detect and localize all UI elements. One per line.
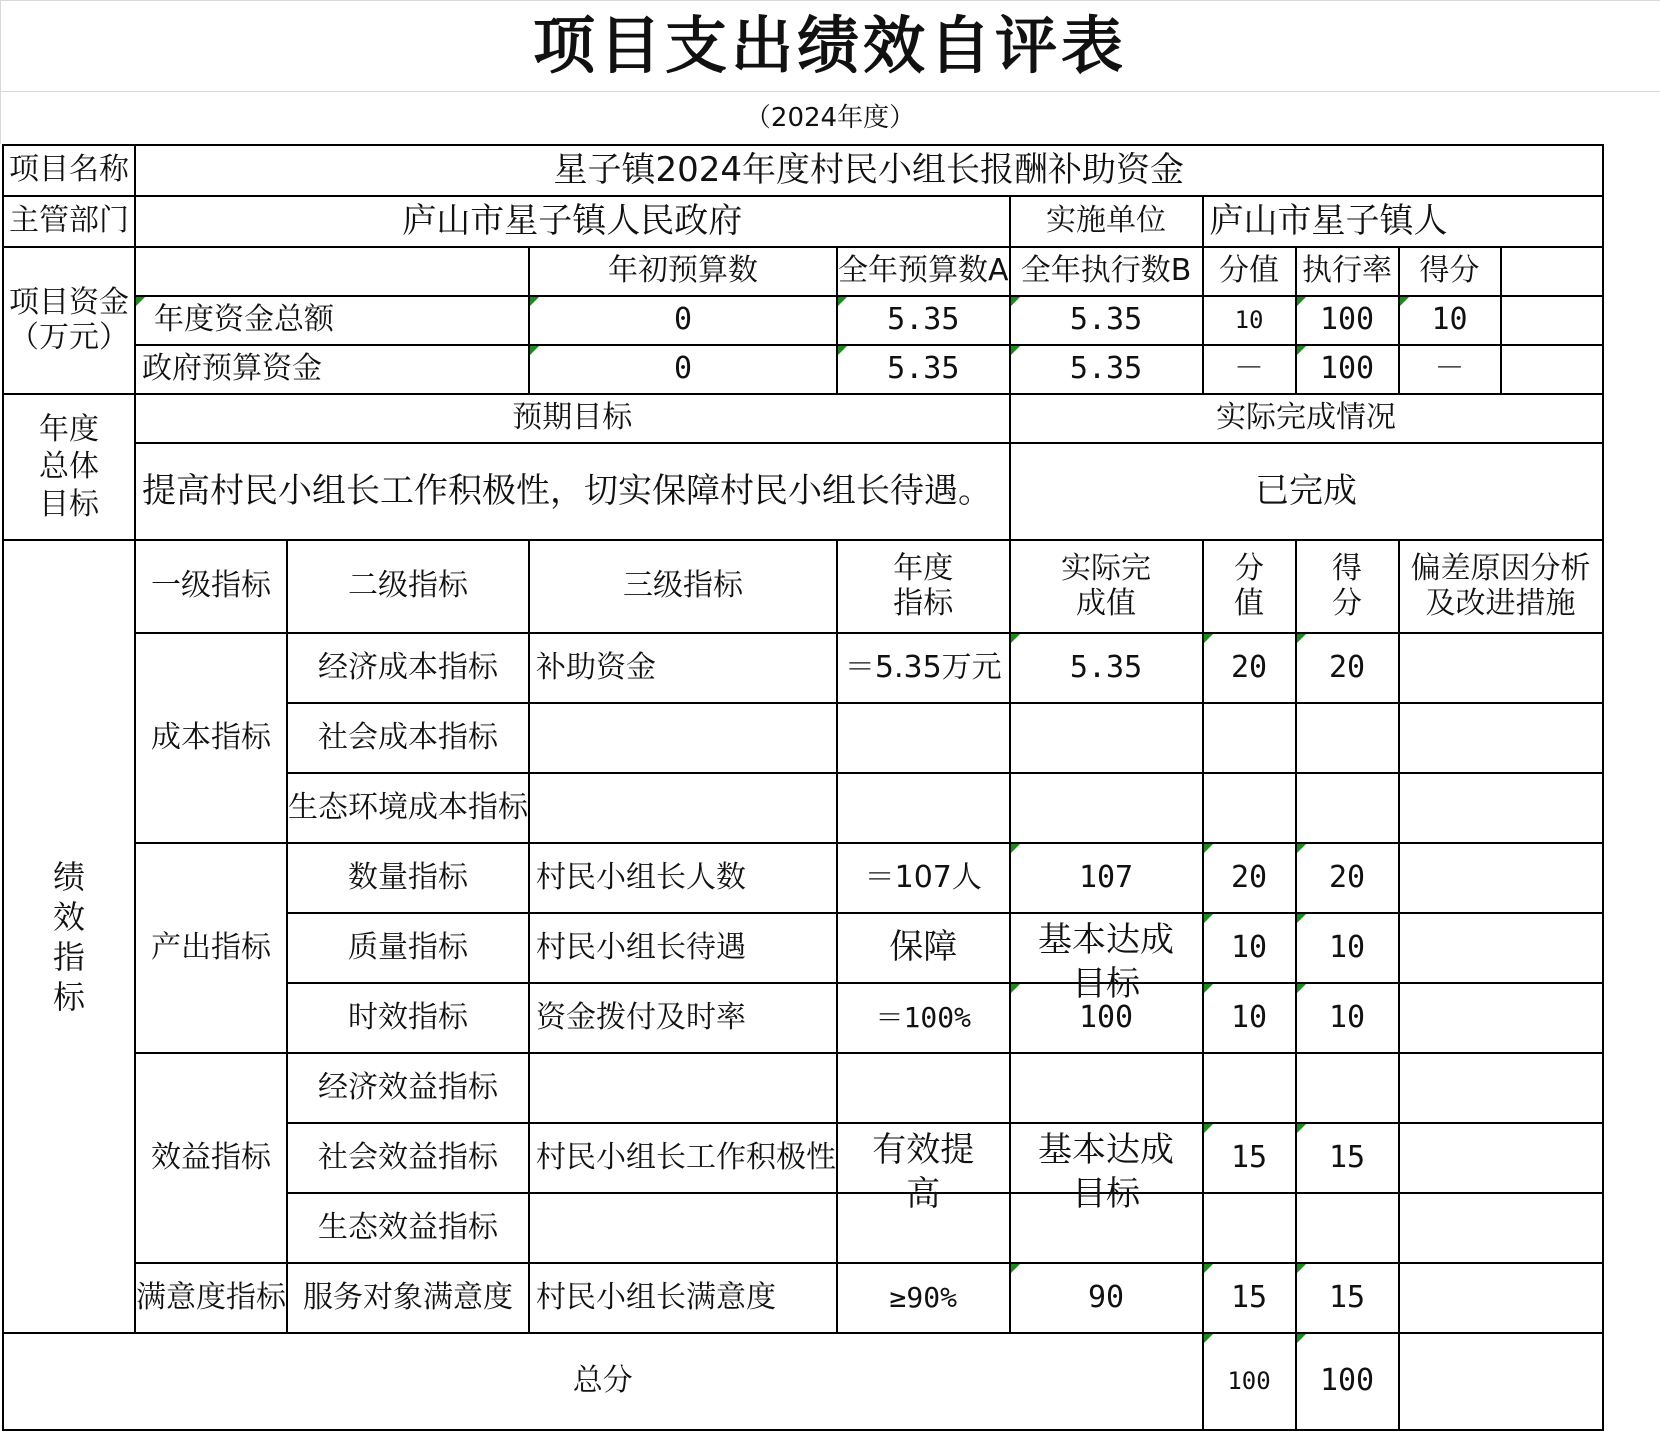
ind-target-text: 有效提高 [872, 1130, 975, 1214]
ind-level1-satisfaction: 满意度指标 [135, 1263, 287, 1333]
ind-deviation [1399, 1053, 1603, 1123]
funds-row-gov-score: － [1399, 345, 1501, 394]
ind-header-weight [1203, 540, 1296, 633]
ind-weight: 20 [1203, 633, 1296, 703]
ind-level3: 村民小组长满意度 [529, 1263, 837, 1333]
ind-level1-output: 产出指标 [135, 843, 287, 1053]
ind-level3 [529, 1193, 837, 1263]
performance-table [2, 144, 1604, 1431]
funds-label [3, 247, 135, 394]
ind-weight: 15 [1203, 1123, 1296, 1193]
ind-level3: 补助资金 [529, 633, 837, 703]
ind-target: 保障 [837, 913, 1010, 983]
funds-row-gov-rate: 100 [1296, 345, 1399, 394]
ind-level3: 村民小组长待遇 [529, 913, 837, 983]
page-title: 项目支出绩效自评表 [532, 9, 1127, 82]
ind-weight [1203, 773, 1296, 843]
ind-score: 20 [1296, 843, 1399, 913]
ind-level3 [529, 1053, 837, 1123]
ind-deviation [1399, 1193, 1603, 1263]
funds-row-total-annual: 5.35 [837, 296, 1010, 345]
dept-value: 庐山市星子镇人民政府 [135, 196, 1010, 247]
funds-row-total-score: 10 [1399, 296, 1501, 345]
ind-deviation [1399, 773, 1603, 843]
project-name-label: 项目名称 [3, 145, 135, 196]
ind-target [837, 843, 1010, 913]
ind-actual [1010, 1123, 1203, 1214]
ind-deviation [1399, 983, 1603, 1053]
ind-weight: 10 [1203, 913, 1296, 983]
ind-target [837, 1053, 1010, 1123]
funds-header-executed: 全年执行数B [1010, 247, 1203, 296]
ind-actual [1010, 703, 1203, 773]
goals-expected-header: 预期目标 [135, 394, 1010, 443]
ind-actual: 107 [1010, 843, 1203, 913]
ind-target-text: ＝5.35万元 [844, 650, 1002, 685]
ind-target [837, 1193, 1010, 1263]
ind-deviation [1399, 703, 1603, 773]
ind-score [1296, 773, 1399, 843]
funds-header-score: 得分 [1399, 247, 1501, 296]
ind-level3: 村民小组长人数 [529, 843, 837, 913]
ind-level3 [529, 773, 837, 843]
funds-row-total-pad [1501, 296, 1603, 345]
funds-row-gov-pad [1501, 345, 1603, 394]
ind-header-level3: 三级指标 [529, 540, 837, 633]
ind-actual: 90 [1010, 1263, 1203, 1333]
ind-score [1296, 703, 1399, 773]
funds-row-total-initial: 0 [529, 296, 837, 345]
goals-label [3, 394, 135, 540]
ind-level3: 资金拨付及时率 [529, 983, 837, 1053]
goals-actual-header: 实际完成情况 [1010, 394, 1603, 443]
ind-target [837, 1123, 1010, 1214]
ind-deviation [1399, 1263, 1603, 1333]
ind-actual [1010, 773, 1203, 843]
ind-deviation [1399, 913, 1603, 983]
ind-actual [1010, 1193, 1203, 1263]
ind-target: ＝100% [837, 983, 1010, 1053]
funds-row-total-executed: 5.35 [1010, 296, 1203, 345]
ind-header-level1: 一级指标 [135, 540, 287, 633]
ind-target [837, 773, 1010, 843]
funds-row-total-rate: 100 [1296, 296, 1399, 345]
ind-target [837, 633, 1010, 703]
indicators-label-text: 绩效指标 [52, 857, 85, 1016]
ind-level2: 社会效益指标 [287, 1123, 529, 1193]
ind-header-actual [1010, 540, 1203, 633]
impl-value: 庐山市星子镇人 [1203, 196, 1603, 247]
ind-level2: 生态效益指标 [287, 1193, 529, 1263]
total-label: 总分 [3, 1333, 1203, 1430]
funds-row-total-label: 年度资金总额 [135, 296, 529, 345]
ind-target: ≥90% [837, 1263, 1010, 1333]
dept-label: 主管部门 [3, 196, 135, 247]
funds-row-gov-label: 政府预算资金 [135, 345, 529, 394]
ind-level2: 质量指标 [287, 913, 529, 983]
ind-weight [1203, 703, 1296, 773]
ind-deviation [1399, 633, 1603, 703]
ind-header-weight-text: 分值 [1234, 551, 1265, 621]
funds-header-pad [1501, 247, 1603, 296]
ind-weight: 10 [1203, 983, 1296, 1053]
ind-deviation [1399, 1123, 1603, 1193]
ind-weight: 15 [1203, 1263, 1296, 1333]
funds-row-gov-annual: 5.35 [837, 345, 1010, 394]
ind-level2: 数量指标 [287, 843, 529, 913]
ind-weight [1203, 1053, 1296, 1123]
ind-header-deviation [1399, 540, 1603, 633]
funds-header-weight: 分值 [1203, 247, 1296, 296]
ind-score [1296, 1193, 1399, 1263]
total-deviation [1399, 1333, 1603, 1430]
ind-weight: 20 [1203, 843, 1296, 913]
ind-header-actual-text: 实际完成值 [1061, 551, 1152, 621]
ind-target [837, 703, 1010, 773]
indicators-label [3, 540, 135, 1333]
ind-header-level2: 二级指标 [287, 540, 529, 633]
ind-actual [1010, 913, 1203, 1004]
ind-score [1296, 1053, 1399, 1123]
ind-level1-cost: 成本指标 [135, 633, 287, 843]
ind-header-target-text: 年度指标 [893, 551, 954, 621]
ind-actual-text: 基本达成目标 [1038, 920, 1175, 1004]
funds-row-total-weight: 10 [1203, 296, 1296, 345]
funds-header-rate: 执行率 [1296, 247, 1399, 296]
ind-score: 10 [1296, 983, 1399, 1053]
ind-level2: 社会成本指标 [287, 703, 529, 773]
ind-level1-benefit: 效益指标 [135, 1053, 287, 1263]
funds-row-gov-weight: － [1203, 345, 1296, 394]
ind-target-text: ＝107人 [864, 860, 982, 895]
total-weight: 100 [1203, 1333, 1296, 1430]
ind-score: 15 [1296, 1263, 1399, 1333]
ind-level3 [529, 703, 837, 773]
funds-header-annual: 全年预算数A [837, 247, 1010, 296]
funds-label-text: 项目资金（万元） [9, 285, 129, 355]
funds-row-gov-initial: 0 [529, 345, 837, 394]
funds-header-initial: 年初预算数 [529, 247, 837, 296]
impl-label: 实施单位 [1010, 196, 1203, 247]
ind-header-score-text: 得分 [1332, 551, 1363, 621]
ind-weight [1203, 1193, 1296, 1263]
funds-header-blank [135, 247, 529, 296]
ind-level2: 时效指标 [287, 983, 529, 1053]
ind-level2: 经济成本指标 [287, 633, 529, 703]
ind-actual: 100 [1010, 983, 1203, 1053]
ind-score: 10 [1296, 913, 1399, 983]
goals-expected-value: 提高村民小组长工作积极性，切实保障村民小组长待遇。 [135, 443, 1010, 540]
ind-actual-text: 基本达成目标 [1038, 1130, 1175, 1214]
ind-actual: 5.35 [1010, 633, 1203, 703]
ind-level3: 村民小组长工作积极性 [529, 1123, 837, 1193]
ind-header-deviation-text: 偏差原因分析及改进措施 [1410, 551, 1591, 621]
goals-actual-value: 已完成 [1010, 443, 1603, 540]
ind-header-target [837, 540, 1010, 633]
ind-actual [1010, 1053, 1203, 1123]
project-name-value: 星子镇2024年度村民小组长报酬补助资金 [135, 145, 1603, 196]
ind-level2: 经济效益指标 [287, 1053, 529, 1123]
funds-row-gov-executed: 5.35 [1010, 345, 1203, 394]
total-score: 100 [1296, 1333, 1399, 1430]
ind-level2: 生态环境成本指标 [287, 773, 529, 843]
ind-header-score [1296, 540, 1399, 633]
goals-label-text: 年度总体目标 [39, 411, 99, 522]
ind-deviation [1399, 843, 1603, 913]
ind-score: 20 [1296, 633, 1399, 703]
page-subtitle: （2024年度） [744, 103, 916, 133]
ind-level2: 服务对象满意度 [287, 1263, 529, 1333]
ind-score: 15 [1296, 1123, 1399, 1193]
